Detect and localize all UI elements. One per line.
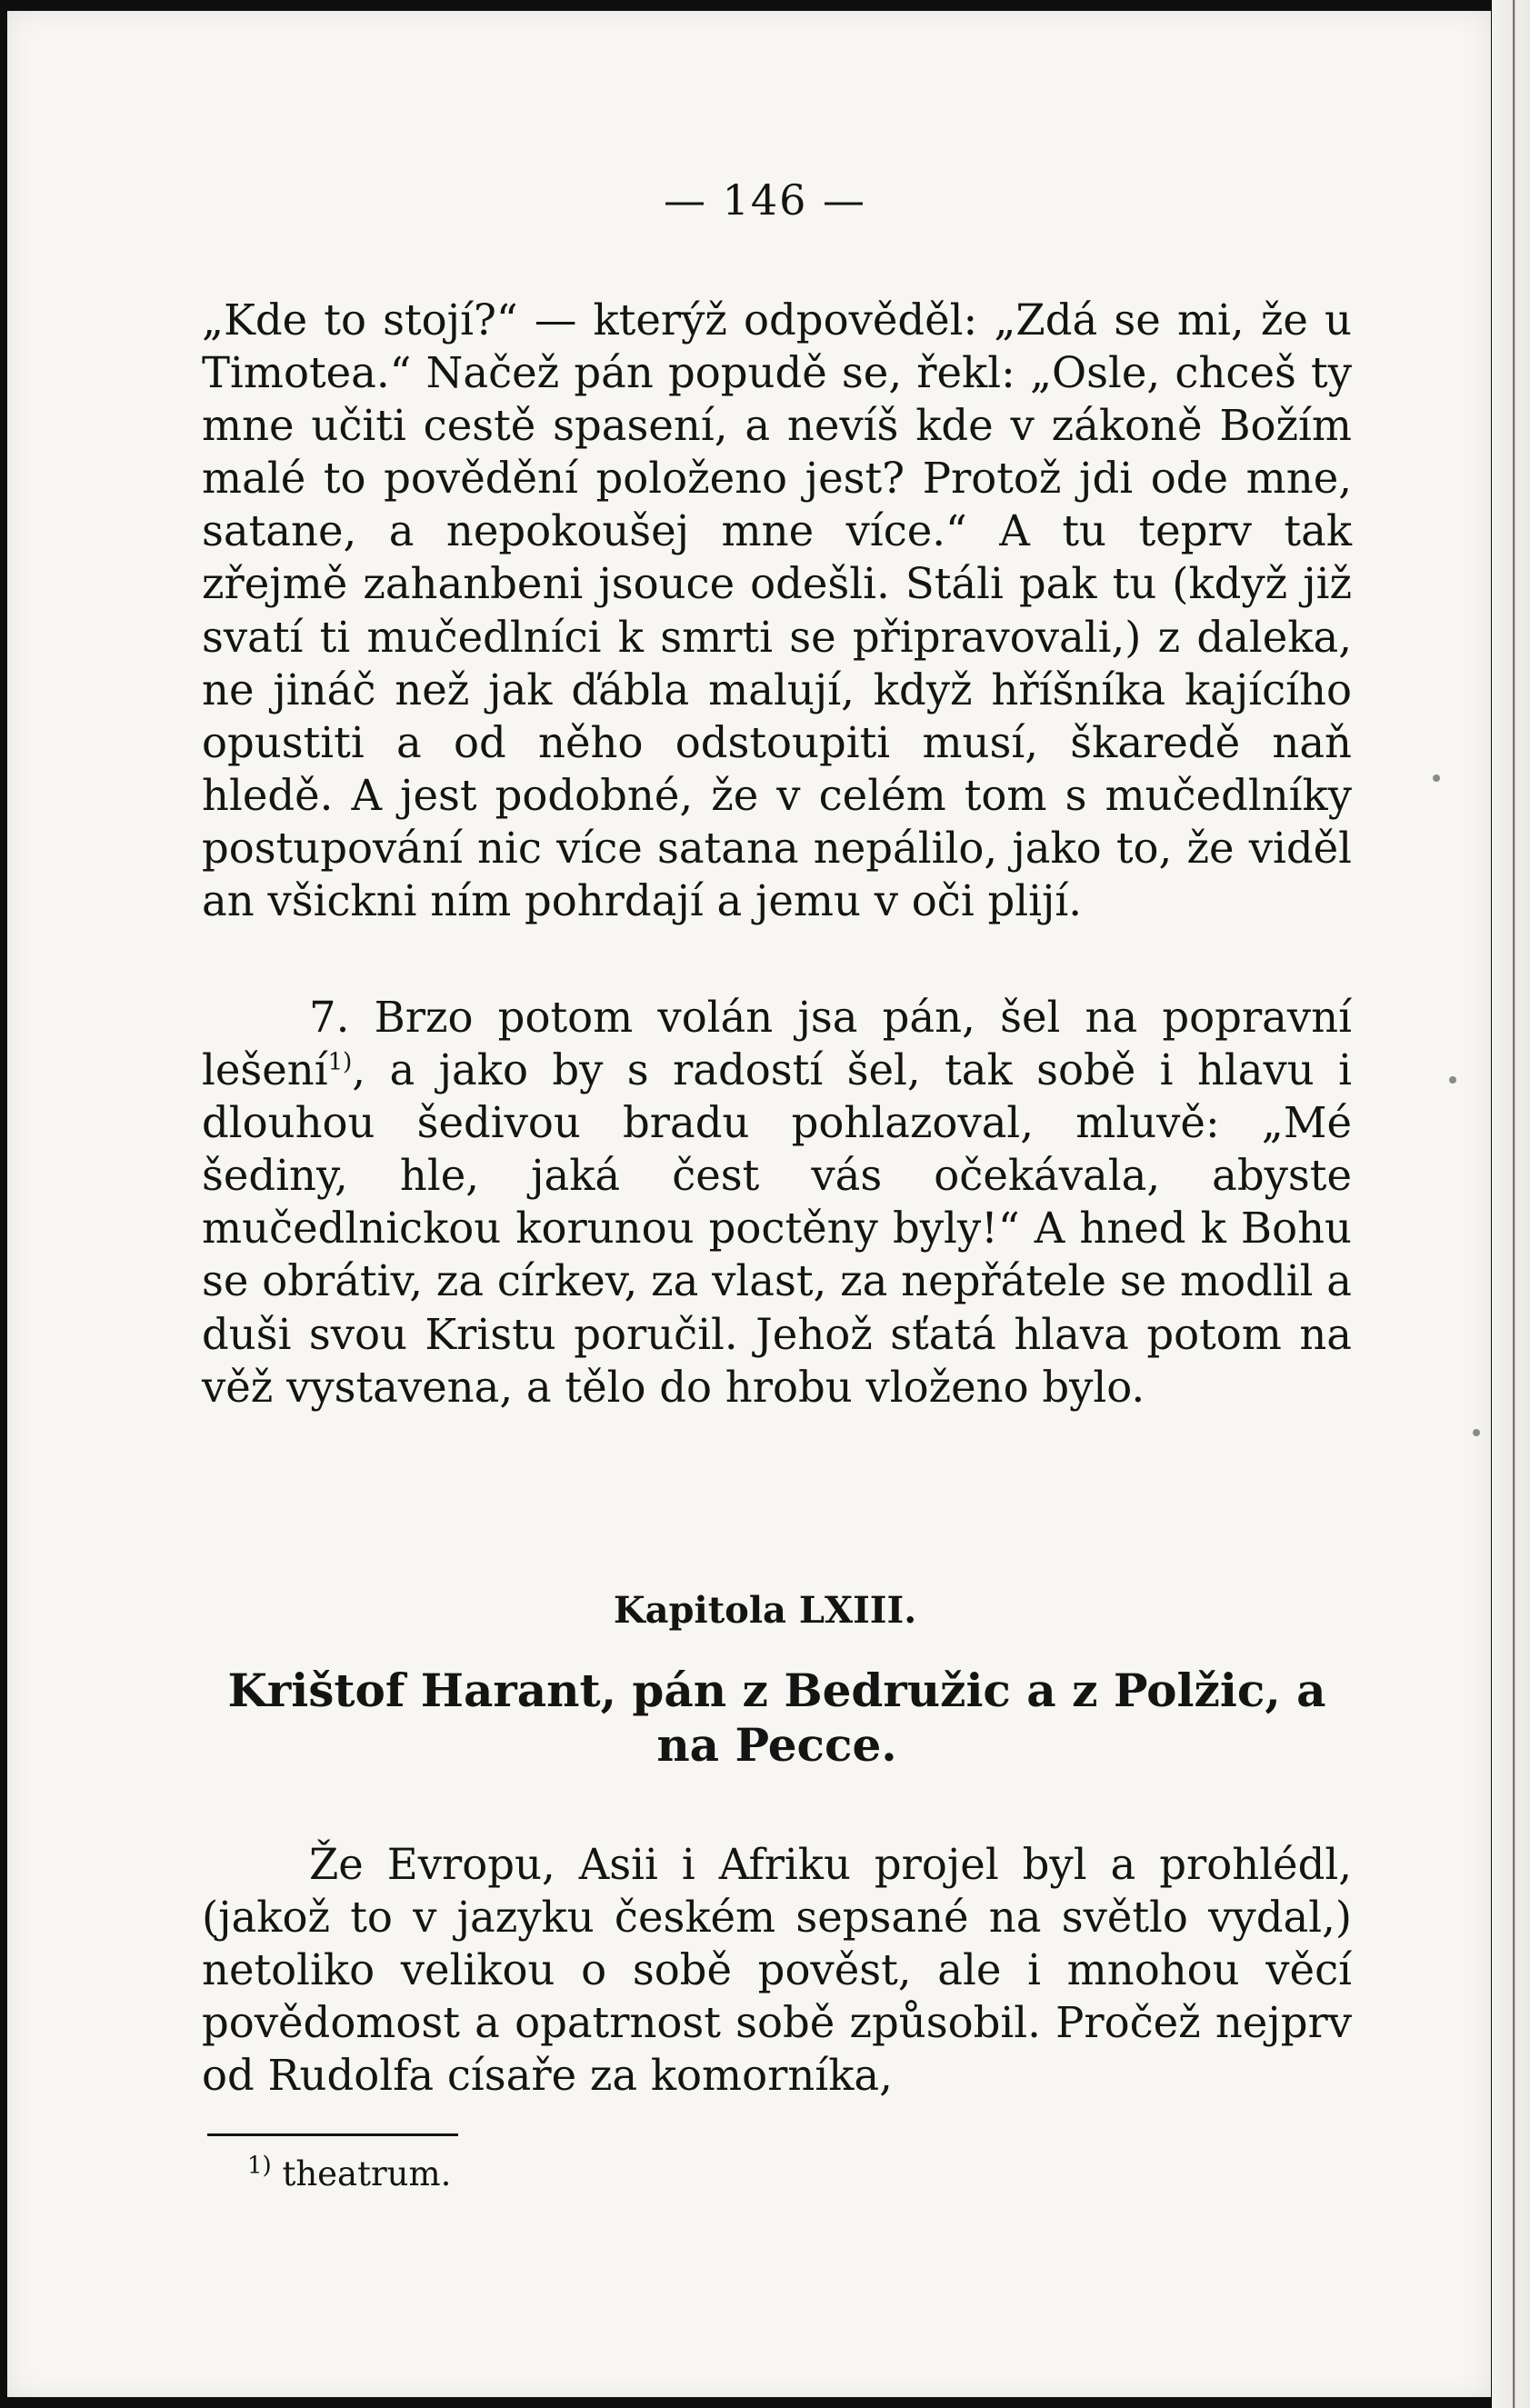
paragraph-1: „Kde to stojí?“ — kterýž odpověděl: „Zdá se mi, že u Timotea.“ Načež pán popudě se, řekl: „Osle, chceš ty mne učiti cestě spasení, a nevíš kde v zákoně Božím malé to povědění položeno jest? Protož jdi ode mne, satane, a nepokoušej mne více.“ A tu teprv tak zřejmě zahanbeni jsouce odešli. Stáli pak tu (když již svatí ti mučedlníci k smrti se připravovali,) z daleka, ne jináč než jak ďábla malují, když hříšníka kajícího opustiti a od něho odstoupiti musí, škaredě naň hledě. A jest podobné, že v celém tom s mučedlníky postupování nic více satana nepálilo, jako to, že viděl an všickni ním pohrdají a jemu v oči plijí. — [202, 295, 1352, 926]
footnote-mark: 1) — [247, 2152, 272, 2180]
footnote-rule — [207, 2133, 458, 2136]
paragraph-2-start: 7. Brzo potom volán jsa pán, šel na popravní lešení — [202, 993, 1352, 1095]
speck — [1473, 1429, 1480, 1436]
speck — [1433, 774, 1440, 782]
footnote — [247, 2154, 451, 2193]
footnote-reference: 1) — [327, 1048, 353, 1076]
chapter-title: Krištof Harant, pán z Bedružic a z Polžic, a na Pecce. — [227, 1664, 1326, 1772]
paragraph-2-rest: , a jako by s radostí šel, tak sobě i hlavu i dlouhou šedivou bradu pohlazoval, mluvě: „Mé šediny, hle, jaká čest vás očekávala, abyste mučedlnickou korunou poctěny byly!“ A hned k Bohu se obrátiv, za církev, za vlast, za nepřátele se modlil a duši svou Kristu poručil. Jehož sťatá hlava potom na věž vystavena, a tělo do hrobu vloženo bylo. — [202, 1045, 1352, 1412]
chapter-paragraph: Že Evropu, Asii i Afriku projel byl a prohlédl, (jakož to v jazyku českém sepsané na světlo vydal,) netoliko velikou o sobě pověst, ale i mnohou věcí povědomost a opatrnost sobě způsobil. Pročež nejprv od Rudolfa císaře za komorníka, — [202, 1840, 1352, 2101]
page-edge — [1492, 0, 1530, 2408]
footnote-text: theatrum. — [282, 2154, 452, 2193]
chapter-label: Kapitola LXIII. — [613, 1589, 917, 1632]
page-number: — 146 — — [663, 175, 867, 225]
paragraph-2 — [202, 991, 1352, 1414]
speck — [1449, 1076, 1456, 1084]
